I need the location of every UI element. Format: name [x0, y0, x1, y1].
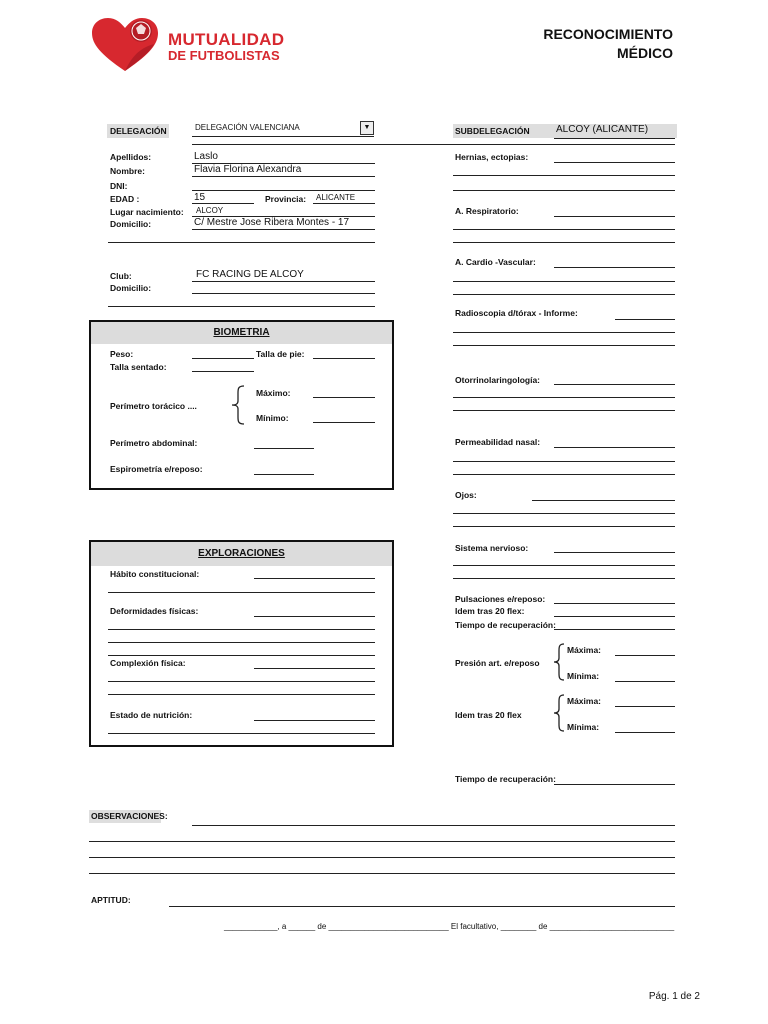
provincia-label: Provincia: [265, 194, 307, 204]
minima2-label: Mínima: [567, 722, 600, 732]
apellidos-field[interactable]: Laslo [194, 151, 218, 162]
espirometria-label: Espirometría e/reposo: [110, 464, 203, 474]
minima-label: Mínima: [567, 671, 600, 681]
lugar-nacimiento-field[interactable]: ALCOY [196, 206, 224, 215]
nombre-label: Nombre: [110, 166, 145, 176]
page-number: Pág. 1 de 2 [648, 991, 700, 1002]
edad-field[interactable]: 15 [194, 192, 206, 203]
edad-label: EDAD : [110, 194, 140, 204]
club-label: Club: [110, 271, 132, 281]
delegacion-label: DELEGACIÓN [110, 126, 167, 136]
subdelegacion-value[interactable]: ALCOY (ALICANTE) [556, 124, 649, 135]
document-title-line1: RECONOCIMIENTO [543, 26, 673, 42]
brand-name-line1: MUTUALIDAD [168, 30, 285, 49]
club-domicilio-label: Domicilio: [110, 283, 152, 293]
nutricion-label: Estado de nutrición: [110, 710, 193, 720]
brace-icon [552, 643, 566, 681]
permeabilidad-label: Permeabilidad nasal: [455, 437, 541, 447]
nombre-field[interactable]: Flavia Florina Alexandra [194, 164, 302, 175]
presion-label: Presión art. e/reposo [455, 658, 540, 668]
exploraciones-title: EXPLORACIONES [91, 542, 392, 566]
document-title-line2: MÉDICO [617, 45, 673, 61]
tiempo-recuperacion-label: Tiempo de recuperación: [455, 620, 556, 630]
habito-label: Hábito constitucional: [110, 569, 200, 579]
respiratorio-label: A. Respiratorio: [455, 206, 519, 216]
hernias-label: Hernias, ectopias: [455, 152, 529, 162]
biometria-title: BIOMETRIA [91, 322, 392, 344]
subdelegacion-label: SUBDELEGACIÓN [455, 126, 530, 136]
brace-icon [552, 694, 566, 732]
brace-icon [230, 385, 246, 425]
ojos-label: Ojos: [455, 490, 477, 500]
brand-logo [90, 16, 290, 74]
talla-pie-label: Talla de pie: [256, 349, 305, 359]
observaciones-label: OBSERVACIONES: [91, 811, 168, 821]
signature-line: ____________, a ______ de ___________________________ El facultativo, ________ de ____________________________ [224, 922, 675, 931]
perimetro-toracico-label: Perímetro torácico .... [110, 401, 197, 411]
chevron-down-icon[interactable]: ▼ [360, 121, 374, 135]
club-field[interactable]: FC RACING DE ALCOY [196, 269, 304, 280]
lugar-nacimiento-label: Lugar nacimiento: [110, 207, 184, 217]
delegacion-select[interactable] [192, 121, 374, 137]
pulsaciones-label: Pulsaciones e/reposo: [455, 594, 546, 604]
deformidades-label: Deformidades físicas: [110, 606, 199, 616]
tiempo-recuperacion2-label: Tiempo de recuperación: [455, 774, 556, 784]
idem-flex-label: Idem tras 20 flex: [455, 606, 525, 616]
heart-ball-icon [90, 16, 160, 74]
otorrino-label: Otorrinolaringología: [455, 375, 540, 385]
aptitud-label: APTITUD: [91, 895, 131, 905]
brand-name-line2: DE FUTBOLISTAS [168, 48, 280, 63]
dni-label: DNI: [110, 181, 128, 191]
minimo-label: Mínimo: [256, 413, 289, 423]
domicilio-label: Domicilio: [110, 219, 152, 229]
maxima2-label: Máxima: [567, 696, 602, 706]
maximo-label: Máximo: [256, 388, 291, 398]
talla-sentado-label: Talla sentado: [110, 362, 167, 372]
complexion-label: Complexión física: [110, 658, 186, 668]
radioscopia-label: Radioscopia d/tórax - Informe: [455, 308, 578, 318]
maxima-label: Máxima: [567, 645, 602, 655]
sistema-nervioso-label: Sistema nervioso: [455, 543, 529, 553]
idem-flex2-label: Idem tras 20 flex [455, 710, 522, 720]
delegacion-value: DELEGACIÓN VALENCIANA [195, 123, 300, 132]
domicilio-field[interactable]: C/ Mestre Jose Ribera Montes - 17 [194, 217, 350, 228]
perimetro-abdominal-label: Perímetro abdominal: [110, 438, 198, 448]
provincia-field[interactable]: ALICANTE [316, 193, 356, 202]
peso-label: Peso: [110, 349, 134, 359]
apellidos-label: Apellidos: [110, 152, 152, 162]
cardio-vascular-label: A. Cardio -Vascular: [455, 257, 536, 267]
